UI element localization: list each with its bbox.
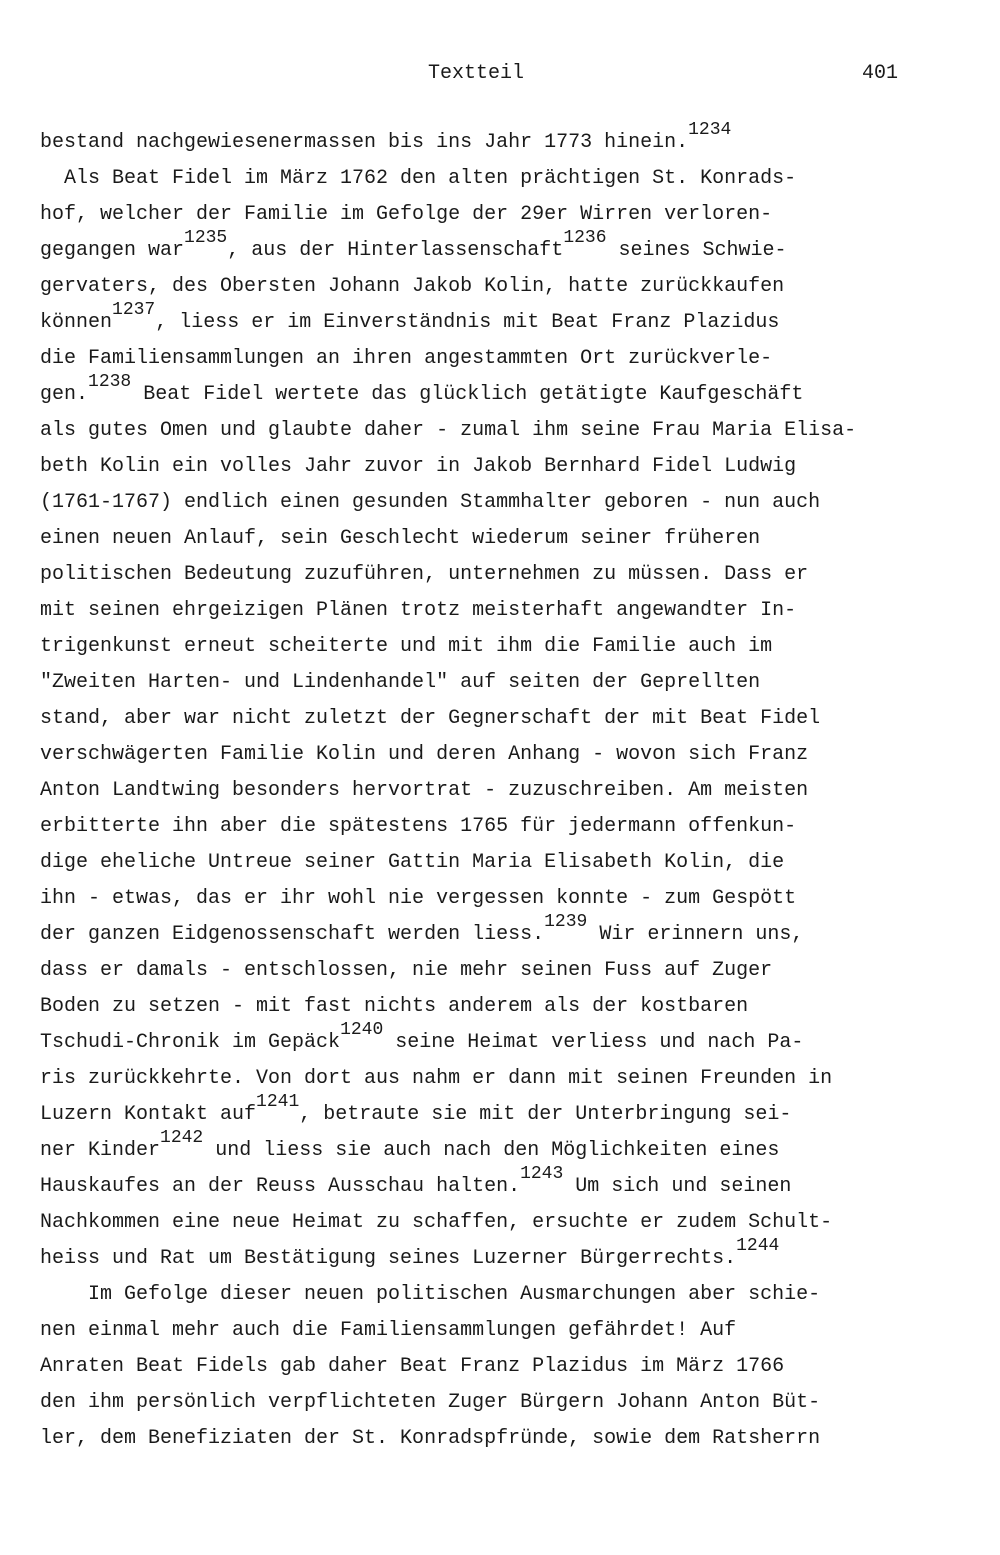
text-line: Als Beat Fidel im März 1762 den alten prächtigen St. Konrads- (40, 167, 797, 190)
text-line: Im Gefolge dieser neuen politischen Ausmarchungen aber schie- (40, 1283, 821, 1306)
text-line: hof, welcher der Familie im Gefolge der 29er Wirren verloren- (40, 203, 773, 226)
footnote-ref: 1242 (160, 1128, 204, 1148)
footnote-ref: 1239 (544, 912, 588, 932)
text-line: stand, aber war nicht zuletzt der Gegnerschaft der mit Beat Fidel (40, 707, 821, 730)
footnote-ref: 1243 (520, 1164, 564, 1184)
text-line: den ihm persönlich verpflichteten Zuger Bürgern Johann Anton Büt- (40, 1391, 821, 1414)
text-line: gen.1238 Beat Fidel wertete das glücklich getätigte Kaufgeschäft (40, 372, 804, 406)
text-line: einen neuen Anlauf, sein Geschlecht wiederum seiner früheren (40, 527, 761, 550)
text-line: Anraten Beat Fidels gab daher Beat Franz Plazidus im März 1766 (40, 1355, 785, 1378)
text-line: als gutes Omen und glaubte daher - zumal ihm seine Frau Maria Elisa- (40, 419, 857, 442)
text-line: ris zurückkehrte. Von dort aus nahm er dann mit seinen Freunden in (40, 1067, 833, 1090)
text-line: der ganzen Eidgenossenschaft werden liess.1239 Wir erinnern uns, (40, 912, 804, 946)
text-line: nen einmal mehr auch die Familiensammlungen gefährdet! Auf (40, 1319, 737, 1342)
text-line: beth Kolin ein volles Jahr zuvor in Jakob Bernhard Fidel Ludwig (40, 455, 797, 478)
footnote-ref: 1244 (736, 1236, 780, 1256)
text-line: dige eheliche Untreue seiner Gattin Maria Elisabeth Kolin, die (40, 851, 785, 874)
text-line: erbitterte ihn aber die spätestens 1765 für jedermann offenkun- (40, 815, 797, 838)
text-line: Hauskaufes an der Reuss Ausschau halten.1243 Um sich und seinen (40, 1164, 792, 1198)
footnote-ref: 1237 (112, 300, 156, 320)
text-line: können1237, liess er im Einverständnis mit Beat Franz Plazidus (40, 300, 780, 334)
footnote-ref: 1234 (688, 120, 732, 140)
text-line: mit seinen ehrgeizigen Plänen trotz meisterhaft angewandter In- (40, 599, 797, 622)
text-line: Nachkommen eine neue Heimat zu schaffen, ersuchte er zudem Schult- (40, 1211, 833, 1234)
text-line: gegangen war1235, aus der Hinterlassenschaft1236 seines Schwie- (40, 228, 787, 262)
footnote-ref: 1241 (256, 1092, 300, 1112)
running-title: Textteil (428, 62, 525, 85)
text-line: ner Kinder1242 und liess sie auch nach den Möglichkeiten eines (40, 1128, 780, 1162)
text-line: Anton Landtwing besonders hervortrat - zuzuschreiben. Am meisten (40, 779, 809, 802)
text-line: Tschudi-Chronik im Gepäck1240 seine Heimat verliess und nach Pa- (40, 1020, 804, 1054)
page-header (0, 62, 1000, 92)
text-line: gervaters, des Obersten Johann Jakob Kolin, hatte zurückkaufen (40, 275, 785, 298)
text-line: verschwägerten Familie Kolin und deren Anhang - wovon sich Franz (40, 743, 809, 766)
page-number: 401 (862, 62, 899, 85)
text-line: politischen Bedeutung zuzuführen, unternehmen zu müssen. Dass er (40, 563, 809, 586)
footnote-ref: 1240 (340, 1020, 384, 1040)
text-line: dass er damals - entschlossen, nie mehr seinen Fuss auf Zuger (40, 959, 773, 982)
text-line: die Familiensammlungen an ihren angestammten Ort zurückverle- (40, 347, 773, 370)
text-line: ihn - etwas, das er ihr wohl nie vergessen konnte - zum Gespött (40, 887, 797, 910)
text-line: ler, dem Benefiziaten der St. Konradspfründe, sowie dem Ratsherrn (40, 1427, 821, 1450)
text-line: Luzern Kontakt auf1241, betraute sie mit der Unterbringung sei- (40, 1092, 792, 1126)
text-line: bestand nachgewiesenermassen bis ins Jahr 1773 hinein.1234 (40, 120, 732, 154)
footnote-ref: 1235 (184, 228, 228, 248)
text-line: "Zweiten Harten- und Lindenhandel" auf seiten der Geprellten (40, 671, 761, 694)
footnote-ref: 1238 (88, 372, 132, 392)
text-line: trigenkunst erneut scheiterte und mit ihm die Familie auch im (40, 635, 773, 658)
text-line: (1761-1767) endlich einen gesunden Stammhalter geboren - nun auch (40, 491, 821, 514)
text-line: Boden zu setzen - mit fast nichts anderem als der kostbaren (40, 995, 749, 1018)
text-line: heiss und Rat um Bestätigung seines Luzerner Bürgerrechts.1244 (40, 1236, 780, 1270)
footnote-ref: 1236 (563, 228, 607, 248)
